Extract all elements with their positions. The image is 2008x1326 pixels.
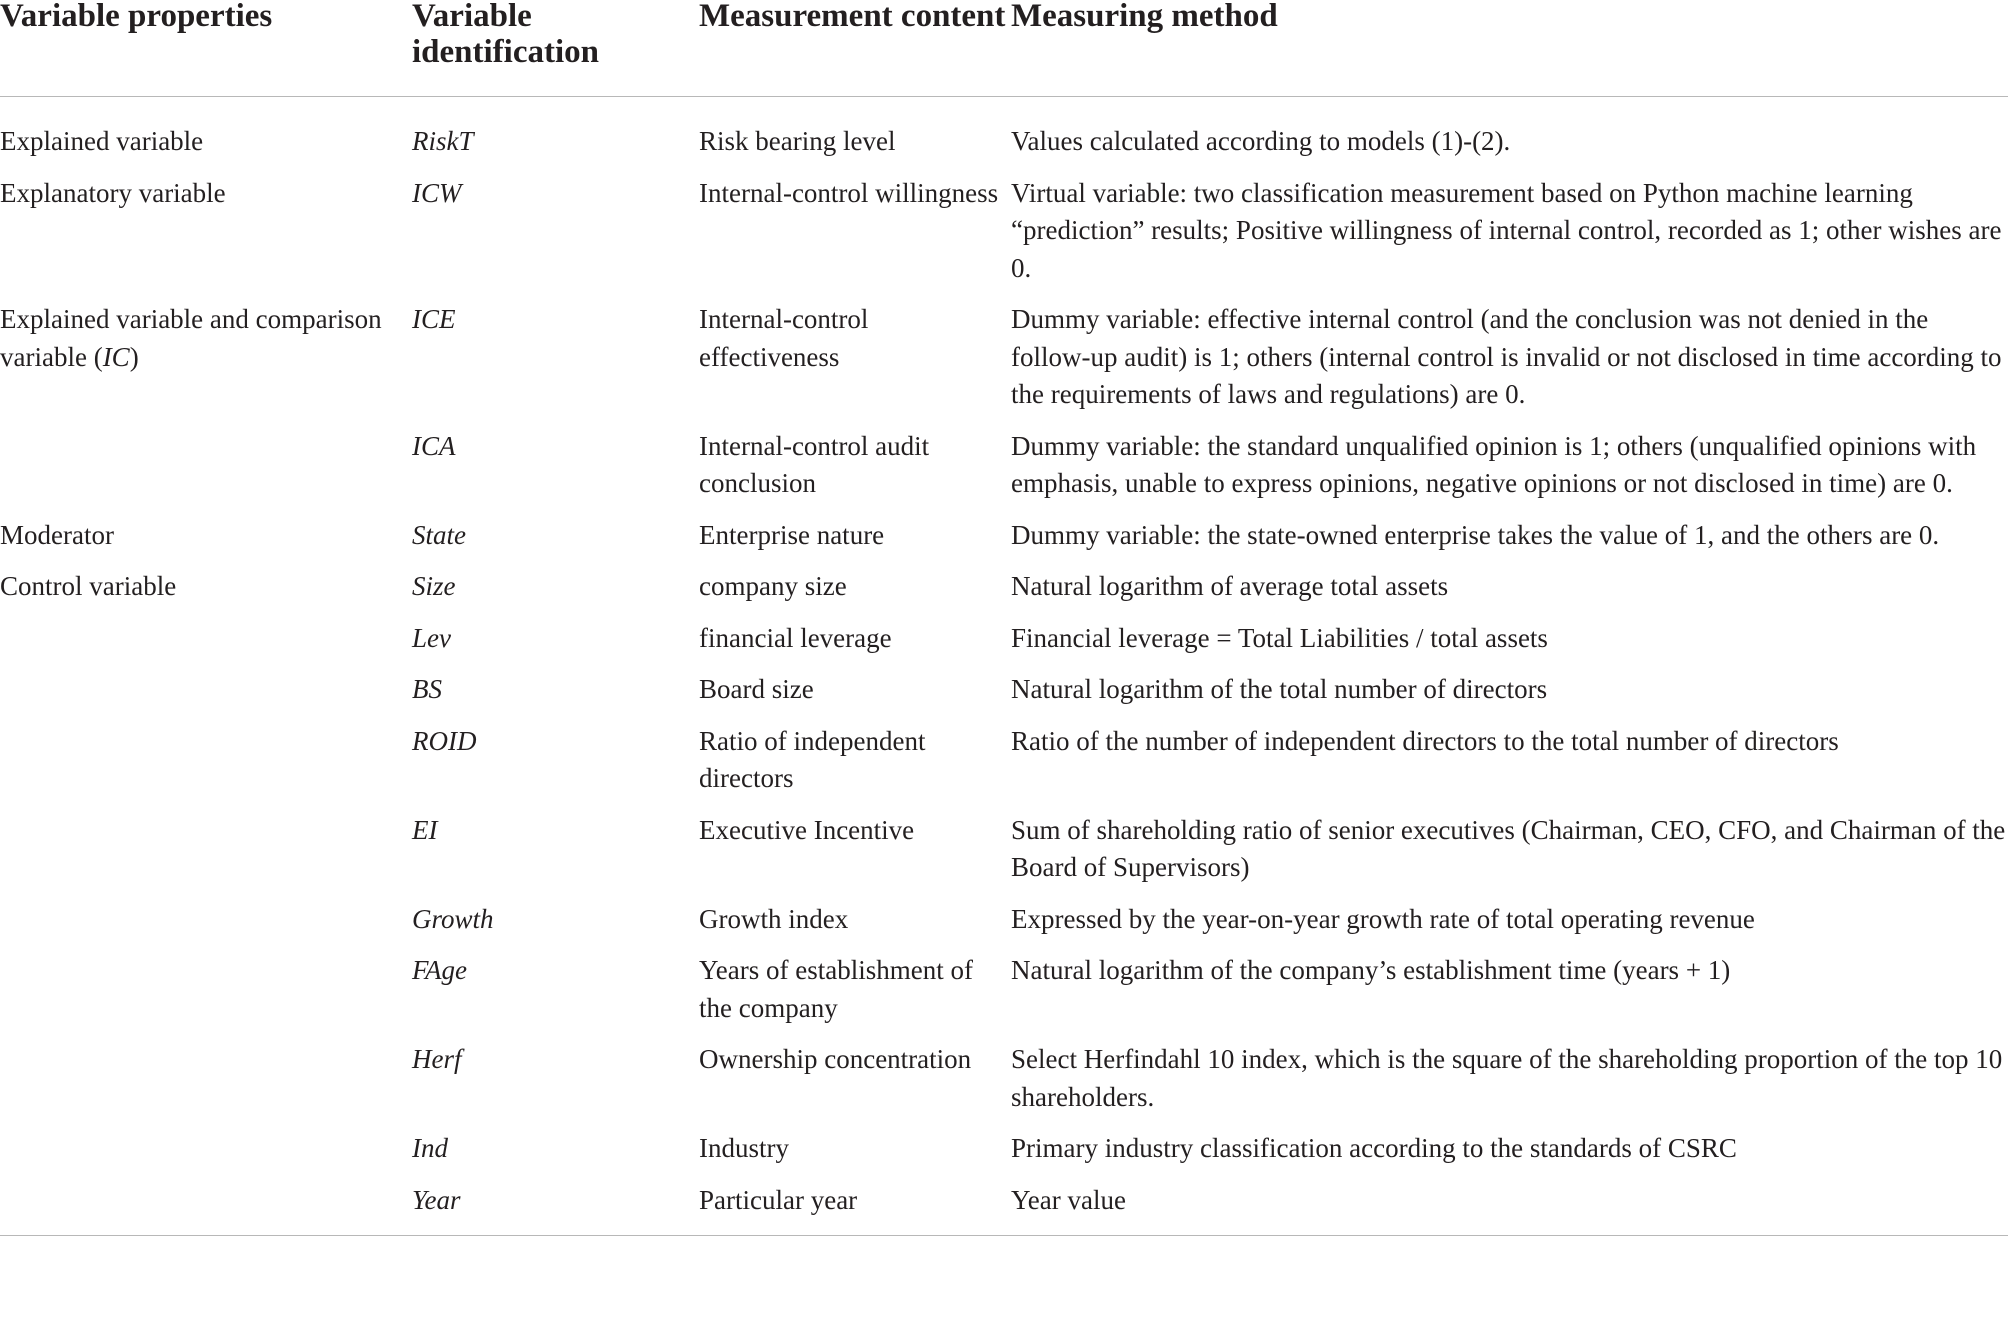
- content-cell: Internal-control willingness: [699, 177, 999, 208]
- table-row: [0, 901, 2008, 953]
- identification-cell: ICW: [412, 177, 462, 208]
- identification-cell: FAge: [412, 955, 467, 985]
- table-row: [0, 568, 2008, 620]
- identification-cell: Herf: [412, 1044, 462, 1074]
- method-cell: Natural logarithm of the company’s establishment time (years + 1): [1011, 955, 1731, 985]
- identification-cell: RiskT: [412, 126, 474, 156]
- table-row: [0, 1130, 2008, 1182]
- property-cell: Explanatory variable: [0, 177, 226, 208]
- table-row: [0, 301, 2008, 428]
- property-cell: Control variable: [0, 571, 177, 601]
- content-cell: Years of establishment of the company: [699, 955, 973, 1023]
- property-cell: [0, 428, 412, 517]
- header-measuring-method: Measuring method: [1011, 0, 2008, 97]
- method-cell: Expressed by the year-on-year growth rate of total operating revenue: [1011, 903, 1755, 934]
- property-cell: Moderator: [0, 519, 114, 550]
- identification-cell: Size: [412, 571, 456, 601]
- property-cell: Explained variable: [0, 126, 204, 156]
- content-cell: Executive Incentive: [699, 814, 915, 845]
- property-cell: [0, 1130, 412, 1182]
- method-cell: Dummy variable: effective internal control (and the conclusion was not denied in the follow-up audit) is 1; others (internal control is invalid or not disclosed in time according to the requirements of laws and regulations) are 0.: [1011, 304, 2002, 409]
- content-cell: Enterprise nature: [699, 519, 885, 550]
- table-row: [0, 620, 2008, 672]
- content-cell: Internal-control effectiveness: [699, 304, 869, 372]
- identification-cell: ICA: [412, 430, 456, 461]
- content-cell: Board size: [699, 674, 814, 704]
- identification-cell: Growth: [412, 903, 494, 934]
- table-row: [0, 1182, 2008, 1236]
- method-cell: Primary industry classification according to the standards of CSRC: [1011, 1133, 1737, 1163]
- method-cell: Virtual variable: two classification measurement based on Python machine learning “prediction” results; Positive willingness of internal control, recorded as 1; other wishes are 0.: [1011, 177, 2002, 283]
- content-cell: Industry: [699, 1133, 789, 1163]
- table-row: [0, 517, 2008, 569]
- identification-cell: Lev: [412, 622, 451, 653]
- content-cell: Growth index: [699, 903, 849, 934]
- identification-cell: Year: [412, 1182, 699, 1236]
- property-italic: IC: [102, 341, 130, 372]
- table-body: [0, 97, 2008, 1236]
- table-row: [0, 97, 2008, 175]
- identification-cell: EI: [412, 814, 438, 845]
- identification-cell: Ind: [412, 1133, 448, 1163]
- method-cell: Natural logarithm of the total number of directors: [1011, 674, 1548, 704]
- table-row: [0, 175, 2008, 302]
- method-cell: Natural logarithm of average total assets: [1011, 571, 1449, 601]
- content-cell: company size: [699, 571, 847, 601]
- content-cell: Particular year: [699, 1182, 1011, 1236]
- method-cell: Sum of shareholding ratio of senior executives (Chairman, CEO, CFO, and Chairman of the Board of Supervisors): [1011, 814, 2006, 882]
- method-cell: Values calculated according to models (1)-(2).: [1011, 126, 1511, 156]
- content-cell: Ratio of independent directors: [699, 725, 926, 793]
- method-cell: Financial leverage = Total Liabilities / total assets: [1011, 622, 1548, 653]
- table-row: [0, 671, 2008, 723]
- property-prefix: Explained variable and comparison variable (: [0, 304, 382, 372]
- content-cell: Internal-control audit conclusion: [699, 430, 930, 498]
- header-variable-properties: Variable properties: [0, 0, 412, 97]
- table-row: [0, 1041, 2008, 1130]
- method-cell: Dummy variable: the state-owned enterprise takes the value of 1, and the others are 0.: [1011, 519, 1940, 550]
- table-row: [0, 428, 2008, 517]
- property-cell: [0, 1041, 412, 1130]
- table-row: [0, 952, 2008, 1041]
- property-cell: [0, 620, 412, 672]
- table-header: [0, 0, 2008, 97]
- property-cell: [0, 812, 412, 901]
- property-cell: [0, 952, 412, 1041]
- identification-cell: State: [412, 519, 466, 550]
- property-suffix: ): [129, 341, 139, 372]
- property-cell: [0, 1182, 412, 1236]
- method-cell: Select Herfindahl 10 index, which is the square of the shareholding proportion of the top 10 shareholders.: [1011, 1044, 2003, 1112]
- table-row: [0, 812, 2008, 901]
- property-cell: [0, 901, 412, 953]
- header-measurement-content: Measurement content: [699, 0, 1011, 97]
- content-cell: Ownership concentration: [699, 1044, 972, 1074]
- header-variable-identification: Variable identification: [412, 0, 699, 97]
- method-cell: Ratio of the number of independent directors to the total number of directors: [1011, 725, 1839, 756]
- header-row: [0, 0, 2008, 97]
- identification-cell: ICE: [412, 304, 456, 334]
- property-cell: [0, 301, 412, 428]
- identification-cell: BS: [412, 674, 442, 704]
- property-cell: [0, 723, 412, 812]
- content-cell: Risk bearing level: [699, 126, 896, 156]
- method-cell: Year value: [1011, 1182, 2008, 1236]
- table-row: [0, 723, 2008, 812]
- method-cell: Dummy variable: the standard unqualified opinion is 1; others (unqualified opinions with emphasis, unable to express opinions, negative opinions or not disclosed in time) are 0.: [1011, 430, 1977, 498]
- content-cell: financial leverage: [699, 622, 892, 653]
- identification-cell: ROID: [412, 725, 477, 756]
- property-cell: [0, 671, 412, 723]
